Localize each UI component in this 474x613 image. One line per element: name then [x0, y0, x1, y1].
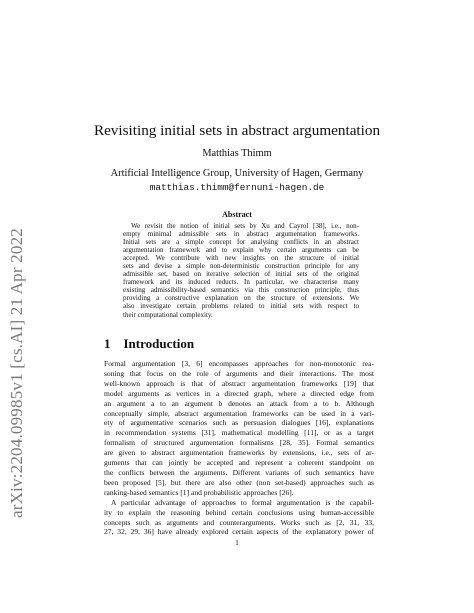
body-line: A particular advantage of approaches to formal argumentation is the capabil- — [111, 497, 374, 507]
body-line: 27, 32, 29, 36] have already explored certain aspects of the explanatory power of — [104, 527, 374, 537]
introduction-body — [104, 359, 374, 537]
abstract-line: their computational complexity. — [123, 310, 213, 319]
abstract-line: providing a constructive explanation on the structure of extensions. We — [123, 294, 359, 303]
body-line: ity to explain the reasoning behind certain conclusions using human-accessible — [104, 507, 374, 517]
abstract-line: admissible set, based on iterative selection of initial sets of the original — [123, 270, 359, 279]
abstract-line: Initial sets are a simple concept for analysing conflicts in an abstract — [123, 238, 359, 247]
body-line: an argument a to an argument b denotes an attack from a to b. Although — [104, 398, 374, 408]
body-line: the conflicts between the arguments. Different variants of such semantics have — [104, 467, 374, 477]
author-affiliation: Artificial Intelligence Group, University of Hagen, Germany — [110, 168, 364, 179]
author-email: matthias.thimm@fernuni-hagen.de — [149, 182, 325, 193]
body-line: are given to abstract argumentation frameworks by extensions, i.e., sets of ar- — [104, 448, 374, 458]
page-number: 1 — [235, 538, 239, 547]
section-number: 1 — [104, 336, 111, 351]
body-line: model arguments as vertices in a directed graph, where a directed edge from — [104, 388, 374, 398]
body-line: guments that can jointly be accepted and represent a coherent standpoint on — [104, 458, 374, 468]
body-line: been proposed [5], but there are also other (non set-based) approaches such as — [104, 477, 374, 487]
abstract-line: framework and its induced reducts. In particular, we characterise many — [123, 278, 359, 287]
abstract-line: also investigate certain problems related to initial sets with respect to — [123, 302, 359, 311]
paper-title: Revisiting initial sets in abstract argumentation — [93, 122, 381, 139]
abstract-line: existing admissibility-based semantics via this construction principle, thus — [123, 286, 359, 295]
abstract-body — [123, 222, 359, 319]
abstract-line: argumentation framework and to explain why certain arguments can be — [123, 246, 359, 255]
body-line: concepts such as arguments and counterarguments. Works such as [2, 31, 33, — [104, 517, 374, 527]
body-line: Formal argumentation [3, 6] encompasses approaches for non-monotonic rea- — [104, 359, 374, 368]
abstract-heading: Abstract — [222, 210, 252, 219]
body-line: conceptually simple, abstract argumentation frameworks can be used in a vari- — [104, 408, 374, 418]
section-heading — [104, 336, 194, 352]
author-name: Matthias Thimm — [202, 148, 272, 159]
abstract-line: empty minimal admissible sets in abstract argumentation frameworks. — [123, 230, 359, 239]
abstract-line: sets and devise a simple non-deterministic construction principle for any — [123, 262, 359, 271]
section-title: Introduction — [123, 336, 195, 351]
body-line: well-known approach is that of abstract argumentation frameworks [19] that — [104, 378, 374, 388]
abstract-line: accepted. We contribute with new insights on the structure of initial — [123, 254, 359, 263]
body-line: in recommendation systems [31], mathematical modelling [11], or as a target — [104, 428, 374, 438]
abstract-line: We revisit the notion of initial sets by Xu and Cayrol [38], i.e., non- — [131, 222, 359, 230]
body-line: ranking-based semantics [1] and probabilistic approaches [26]. — [104, 487, 294, 497]
body-line: ety of argumentative scenarios such as persuasion dialogues [16], explanations — [104, 418, 374, 428]
body-line: formalism of structured argumentation formalisms [28, 35]. Formal semantics — [104, 438, 374, 448]
body-line: soning that focus on the role of arguments and their interactions. The most — [104, 368, 374, 378]
arxiv-identifier: arXiv:2204.09985v1 [cs.AI] 21 Apr 2022 — [7, 227, 27, 518]
